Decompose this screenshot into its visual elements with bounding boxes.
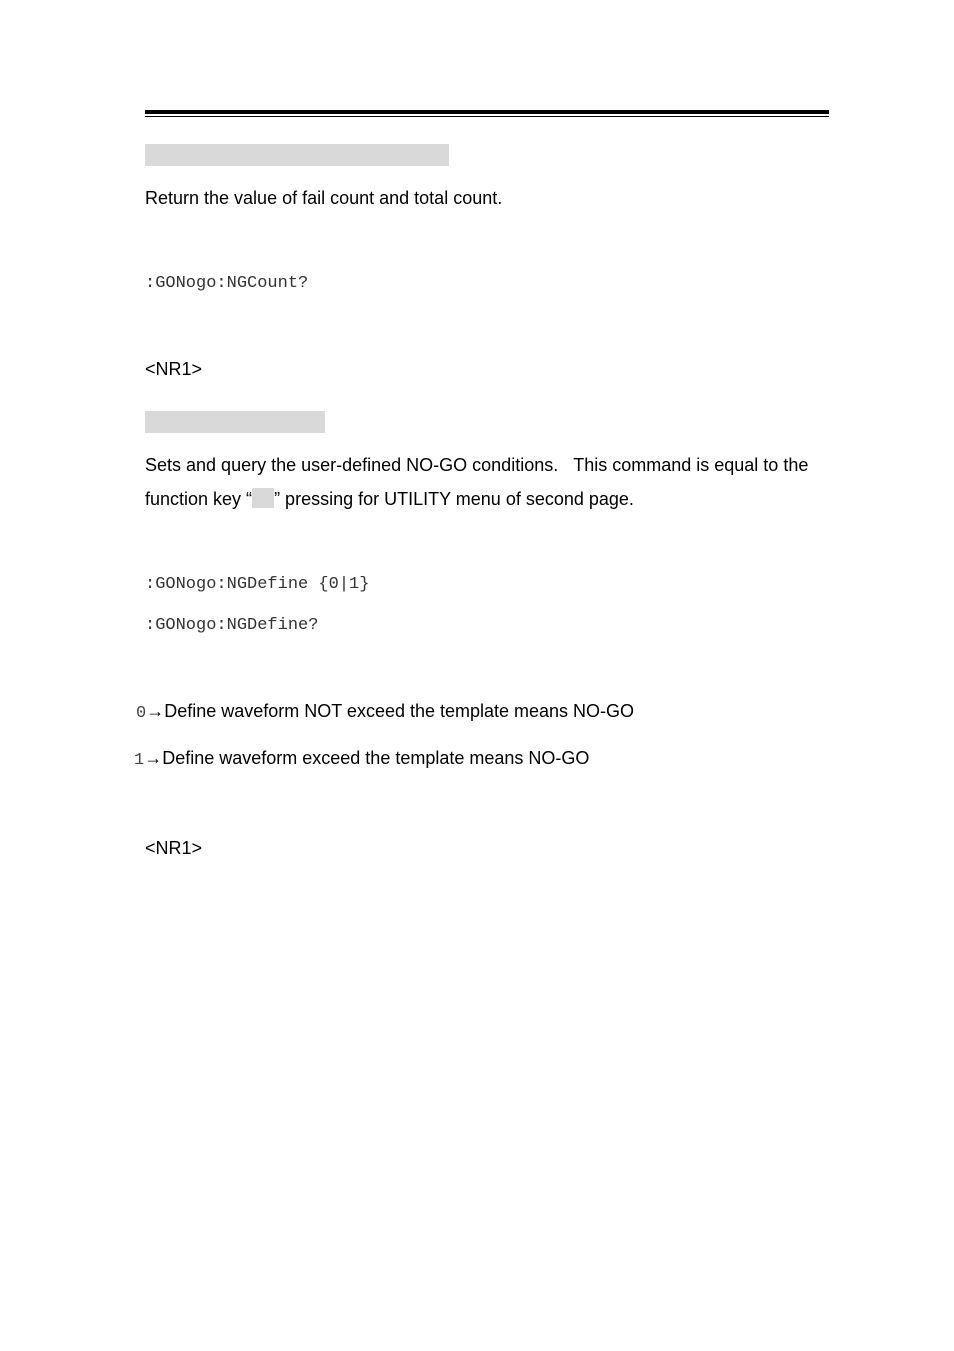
ngdefine-description-line2-a: function key “ bbox=[145, 489, 253, 509]
function-key-box bbox=[252, 488, 274, 508]
ngcount-return-format: <NR1> bbox=[145, 359, 203, 379]
ngdefine-syntax-query: :GONogo:NGDefine? bbox=[145, 616, 319, 635]
param-0-text: →Define waveform NOT exceed the template means NO-GO bbox=[146, 701, 635, 721]
ngdefine-param-1 bbox=[134, 747, 589, 772]
ngdefine-description-line1: Sets and query the user-defined NO-GO conditions. This command is equal to the bbox=[145, 455, 809, 475]
ngcount-syntax: :GONogo:NGCount? bbox=[145, 274, 309, 293]
ngdefine-param-0 bbox=[136, 700, 634, 725]
section-heading-highlight-ngdefine bbox=[145, 411, 325, 433]
ngdefine-description-line2-b: ” pressing for UTILITY menu of second page. bbox=[274, 489, 634, 509]
ngdefine-syntax-set: :GONogo:NGDefine {0|1} bbox=[145, 575, 370, 594]
ngdefine-return-format: <NR1> bbox=[145, 838, 203, 858]
section-heading-highlight-ngcount bbox=[145, 144, 449, 166]
param-1-text: →Define waveform exceed the template means NO-GO bbox=[144, 748, 590, 768]
ngdefine-description-line2 bbox=[145, 488, 634, 510]
header-rule bbox=[145, 110, 829, 114]
param-1-number: 1 bbox=[134, 751, 145, 770]
param-0-number: 0 bbox=[136, 704, 147, 723]
header-rule-thin bbox=[145, 116, 829, 117]
ngcount-description: Return the value of fail count and total count. bbox=[145, 188, 503, 208]
